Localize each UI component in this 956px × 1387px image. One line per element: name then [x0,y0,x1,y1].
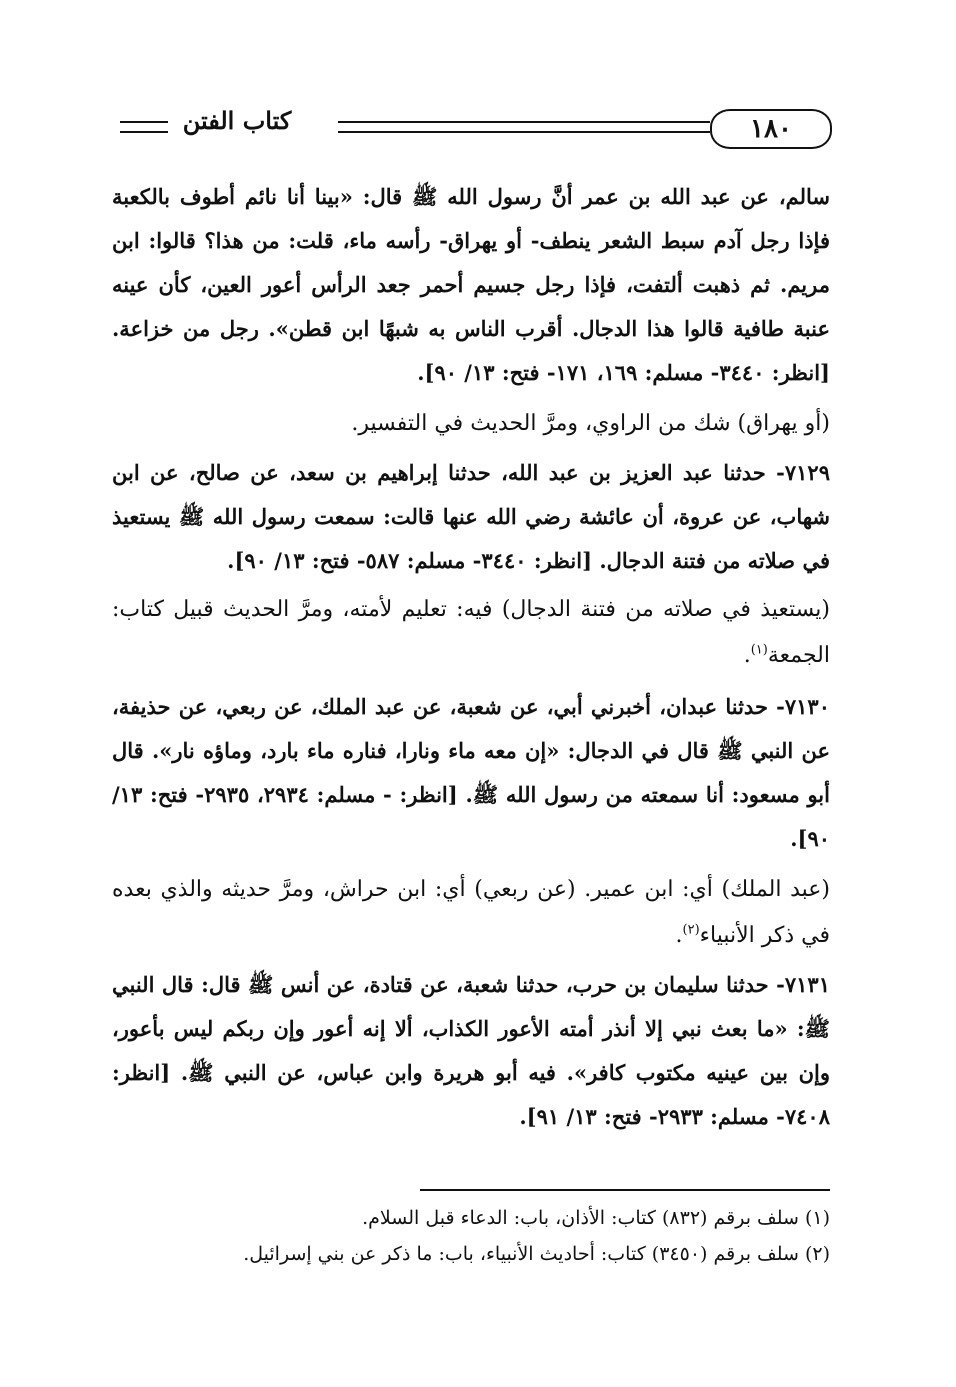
footnote-separator [420,1189,830,1191]
footnote-1: (١) سلف برقم (٨٣٢) كتاب: الأذان، باب: الدعاء قبل السلام. [362,1207,830,1229]
hadith-text-7129: ٧١٢٩- حدثنا عبد العزيز بن عبد الله، حدثنا إبراهيم بن سعد، عن صالح، عن ابن شهاب، عن عروة، أن عائشة رضي الله عنها قالت: سمعت رسول الله ﷺ يستعيذ في صلاته من فتنة الدجال. [انظر: ٣٤٤٠- مسلم: ٥٨٧- فتح: ١٣/ ٩٠]. [112,460,830,573]
header-rule-left-bottom [120,131,168,133]
hadith-text-7131: ٧١٣١- حدثنا سليمان بن حرب، حدثنا شعبة، عن قتادة، عن أنس ﷺ قال: قال النبي ﷺ: «ما بعث نبي إلا أنذر أمته الأعور الكذاب، ألا إنه أعور وإن ربكم ليس بأعور، وإن بين عينيه مكتوب كافر». فيه أبو هريرة وابن عباس، عن النبي ﷺ. [انظر: ٧٤٠٨- مسلم: ٢٩٣٣- فتح: ١٣/ ٩١]. [112,972,830,1129]
header-rule-middle-top [338,121,710,123]
hadith-text-7128: سالم، عن عبد الله بن عمر أنَّ رسول الله ﷺ قال: «بينا أنا نائم أطوف بالكعبة فإذا رجل آدم سبط الشعر ينطف- أو يهراق- رأسه ماء، قلت: من هذا؟ قالوا: ابن مريم. ثم ذهبت ألتفت، فإذا رجل جسيم أحمر جعد الرأس أعور العين، كأن عينه عنبة طافية قالوا هذا الدجال. أقرب الناس به شبهًا ابن قطن». رجل من خزاعة. [انظر: ٣٤٤٠- مسلم: ١٦٩، ١٧١- فتح: ١٣/ ٩٠]. [112,184,830,385]
header-rule-middle-bottom [338,131,710,133]
header-rule-left-top [120,121,168,123]
hadith-text-7130: ٧١٣٠- حدثنا عبدان، أخبرني أبي، عن شعبة، عن عبد الملك، عن ربعي، عن حذيفة، عن النبي ﷺ قال في الدجال: «إن معه ماء ونارا، فناره ماء بارد، وماؤه نار». قال أبو مسعود: أنا سمعته من رسول الله ﷺ. [انظر: - مسلم: ٢٩٣٤، ٢٩٣٥- فتح: ١٣/ ٩٠]. [112,694,830,851]
commentary-7129: (يستعيذ في صلاته من فتنة الدجال) فيه: تعليم لأمته، ومرَّ الحديث قبيل كتاب: الجمعة$^{(١)}$. [112,597,830,668]
footnote-ref-2[interactable]: (٢) [682,922,700,938]
footnotes [112,1200,830,1272]
page-header [112,100,830,160]
commentary-7129-text: (يستعيذ في صلاته من فتنة الدجال) فيه: تعليم لأمته، ومرَّ الحديث قبيل كتاب: الجمعة [112,597,830,668]
commentary-7130: (عبد الملك) أي: ابن عمير. (عن ربعي) أي: ابن حراش، ومرَّ حديثه والذي بعده في ذكر الأنبياء$^{(٢)}$. [112,877,830,948]
commentary-7128: (أو يهراق) شك من الراوي، ومرَّ الحديث في التفسير. [351,411,830,436]
page-number: ١٨٠ [710,109,832,149]
commentary-7130-text: (عبد الملك) أي: ابن عمير. (عن ربعي) أي: ابن حراش، ومرَّ حديثه والذي بعده في ذكر الأنبياء [112,877,830,948]
running-title: كتاب الفتن [182,106,292,135]
footnote-ref-1[interactable]: (١) [750,642,768,658]
footnote-2: (٢) سلف برقم (٣٤٥٠) كتاب: أحاديث الأنبياء، باب: ما ذكر عن بني إسرائيل. [243,1243,830,1265]
page-body [112,175,830,1139]
